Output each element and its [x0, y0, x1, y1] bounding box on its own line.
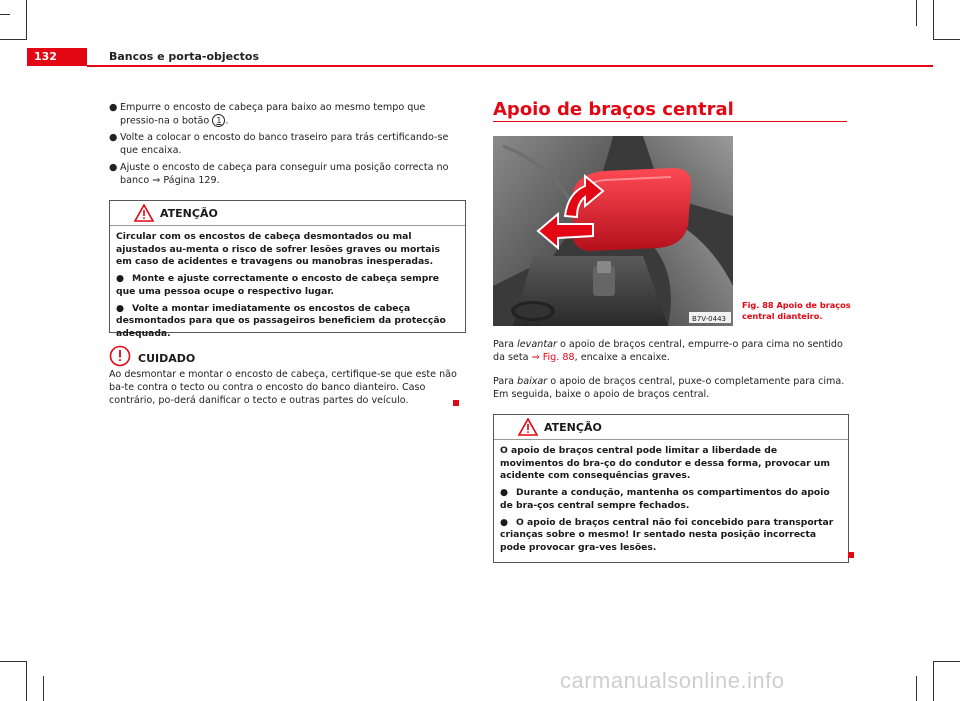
header-rule — [87, 65, 933, 67]
list-item — [109, 101, 464, 128]
button-ref-badge: 1 — [212, 114, 225, 127]
crop-mark — [26, 661, 27, 701]
warning-intro: Circular com os encostos de cabeça desmontados ou mal ajustados au-menta o risco de sofrer lesões graves ou mortais em caso de acidentes e travagens ou manobras inesperadas. — [116, 231, 441, 268]
warning-body — [494, 440, 848, 563]
paragraph — [493, 338, 847, 364]
paragraph-text: Para — [493, 376, 518, 387]
warning-triangle-icon — [134, 204, 154, 222]
section-title: Apoio de braços central — [493, 99, 734, 120]
list-item-text-end: . — [225, 115, 229, 127]
crop-mark — [43, 676, 44, 701]
armrest-illustration — [493, 136, 733, 326]
figure-link[interactable]: ⇒ Fig. 88 — [531, 352, 575, 364]
warning-body — [110, 226, 465, 349]
bullet-icon: ● — [116, 273, 125, 285]
warning-item-text: Durante a condução, mantenha os compartimentos do apoio de bra-ços central sempre fechados. — [500, 487, 830, 511]
warning-label: ATENÇÃO — [544, 421, 602, 434]
bullet-icon: ● — [109, 102, 118, 113]
warning-header — [110, 201, 465, 226]
list-item — [109, 161, 464, 187]
bullet-icon: ● — [500, 487, 509, 499]
paragraph-text: o apoio de braços central, puxe-o completamente para cima. Em seguida, baixe o apoio de braços central. — [493, 376, 845, 401]
warning-item — [116, 273, 459, 298]
warning-item-text: O apoio de braços central não foi concebido para transportar crianças sobre o mesmo! Ir sentado nesta posição incorrecta pode provocar gra-ves lesões. — [500, 516, 834, 553]
crop-mark — [934, 661, 960, 662]
crop-mark — [916, 676, 917, 701]
warning-item-text: Monte e ajuste correctamente o encosto de cabeça sempre que uma pessoa ocupe o respectivo lugar. — [116, 273, 440, 297]
page-title: Bancos e porta-objectos — [109, 50, 260, 63]
crop-mark — [0, 39, 26, 40]
crop-mark — [934, 39, 960, 40]
paragraph-emphasis: levantar — [517, 339, 557, 350]
crop-mark — [933, 661, 934, 701]
list-item — [109, 131, 464, 157]
bullet-icon: ● — [500, 516, 509, 528]
paragraph-text: o apoio de braços central, empurre-o para cima no sentido da seta — [493, 339, 843, 364]
figure-caption: Fig. 88 Apoio de braços central dianteiro. — [742, 300, 851, 321]
section-end-marker — [848, 552, 854, 558]
armrest-figure — [493, 136, 733, 326]
bullet-icon: ● — [109, 162, 118, 173]
list-item-text: Volte a colocar o encosto do banco traseiro para trás certificando-se que encaixa. — [120, 132, 449, 157]
paragraph-text: Para — [493, 339, 518, 350]
warning-item — [500, 487, 842, 512]
crop-mark — [0, 661, 26, 662]
warning-box — [109, 200, 466, 339]
caution-text: Ao desmontar e montar o encosto de cabeça, certifique-se que este não ba-te contra o tecto ou contra o encosto do banco dianteiro. Caso contrário, po-derá danificar o tecto e outras partes do veículo. — [109, 369, 457, 407]
list-item-text: Ajuste o encosto de cabeça para conseguir uma posição correcta no banco ⇒ Página 129. — [120, 162, 449, 187]
caution-label: CUIDADO — [138, 352, 196, 365]
caution-icon — [109, 345, 131, 367]
paragraph-text: , encaixe a encaixe. — [574, 352, 670, 364]
warning-intro: O apoio de braços central pode limitar a liberdade de movimentos do bra-ço do condutor e dessa forma, provocar um acidente com consequências graves. — [500, 445, 830, 482]
figure-code: B7V-0443 — [692, 315, 726, 323]
paragraph-emphasis: baixar — [517, 376, 548, 387]
warning-item — [116, 303, 459, 341]
warning-item — [500, 517, 842, 555]
crop-mark — [916, 0, 917, 26]
warning-triangle-icon — [518, 418, 538, 436]
section-end-marker — [453, 400, 459, 406]
warning-box — [493, 414, 849, 563]
warning-header — [494, 415, 848, 440]
warning-item-text: Volte a montar imediatamente os encostos de cabeça desmontados para que os passageiros beneficiem da protecção adequada. — [116, 302, 446, 339]
paragraph — [493, 375, 847, 401]
warning-label: ATENÇÃO — [160, 207, 218, 220]
crop-mark — [0, 14, 10, 15]
watermark: carmanualsonline.info — [560, 668, 785, 693]
crop-mark — [26, 0, 27, 40]
bullet-icon: ● — [116, 302, 125, 314]
list-item-text: Empurre o encosto de cabeça para baixo ao mesmo tempo que pressio-na o botão — [120, 102, 426, 127]
bullet-icon: ● — [109, 132, 118, 143]
section-rule — [493, 121, 847, 122]
page-number: 132 — [34, 50, 57, 63]
crop-mark — [933, 0, 934, 40]
